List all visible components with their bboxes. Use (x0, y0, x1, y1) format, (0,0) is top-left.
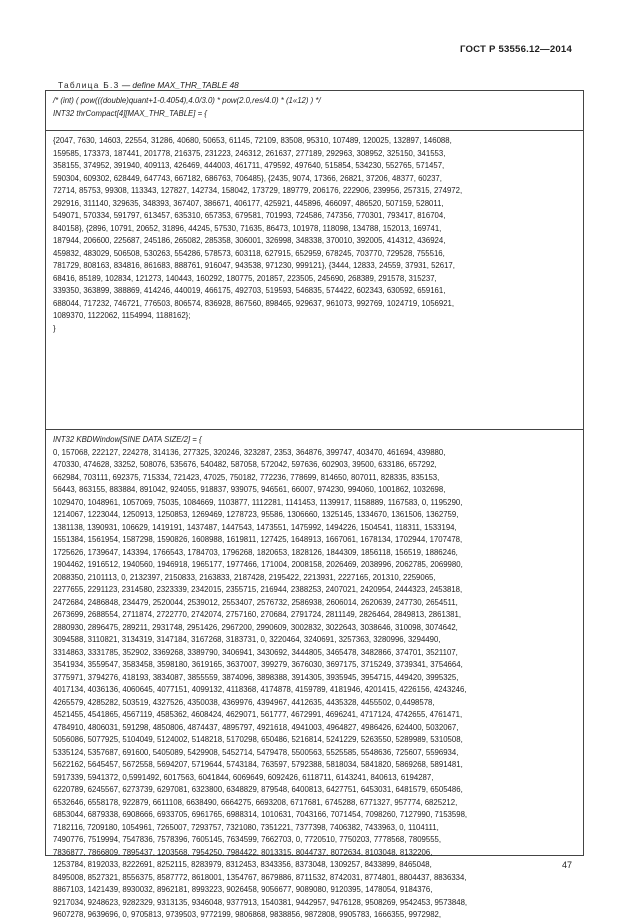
code-line: INT32 thrCompact[4][MAX_THR_TABLE] = { (53, 108, 207, 118)
code-line: 5335124, 5357687, 691600, 5405089, 5429908, 5452714, 5479478, 5500563, 5525585, 5548636, 725607, 5596934, (53, 747, 459, 757)
code-line: 2472684, 2486848, 234479, 2520044, 2539012, 2553407, 2576732, 2586938, 2606014, 2620639, 247730, 2654511, (53, 597, 458, 607)
code-line: 292916, 311140, 329635, 348393, 367407, 386671, 406177, 425921, 445896, 466097, 486520, 507159, 528011, (53, 198, 444, 208)
code-line: 8495008, 8527321, 8556375, 8587772, 8618001, 1354767, 8679886, 8711532, 8742031, 8774801, 8804437, 8836334, (53, 872, 467, 882)
code-line: 5622162, 5645457, 5672558, 5694207, 5719644, 5743184, 763597, 5792388, 5818034, 5841820, 5869268, 5891481, (53, 760, 463, 769)
code-line: 2880930, 2896475, 289211, 2931748, 2951426, 2967200, 2990609, 3002832, 3022643, 3038646, 310098, 3074642, (53, 622, 458, 632)
code-line: 3775971, 3794276, 418193, 3834087, 3855559, 3874096, 3898388, 3914305, 3935945, 3954715, 449420, 3995325, (53, 672, 459, 682)
code-line: 5056086, 5077925, 5104049, 5124002, 5148218, 5170298, 650486, 5216814, 5241229, 5263550, 5289989, 5310508, (53, 735, 463, 744)
code-line: 3094588, 3110821, 3134319, 3147184, 3167268, 3183731, 0, 3220464, 3240691, 3257363, 3280996, 3294490, (53, 635, 441, 644)
code-line: 5917339, 5941372, 0,5991492, 6017563, 6041844, 6069649, 6092426, 6118711, 6143241, 840613, 6194287, (53, 772, 434, 782)
code-line: 4521455, 4541865, 4567119, 4585362, 4608424, 4629071, 561777, 4672991, 4696241, 4717124, 4742655, 4761471, (53, 710, 463, 719)
code-line: 2673699, 2688554, 2711874, 2722770, 2742074, 2757160, 270684, 2791724, 2811149, 2826464, 2849813, 2861381, (53, 610, 461, 619)
code-line: 840158}, {2896, 10791, 20652, 31896, 44245, 57530, 71635, 86473, 101978, 118098, 134788, 152013, 169741, (53, 223, 442, 233)
code-line: 688044, 717232, 746721, 776503, 806574, 836928, 867560, 898465, 929637, 961073, 992769, 1024719, 1056921, (53, 298, 455, 308)
code-line: 4017134, 4036136, 4060645, 4077151, 4099132, 4118368, 4174878, 4159789, 4181946, 4201415, 4226156, 4243246, (53, 685, 467, 694)
code-line: 781729, 808163, 834816, 861683, 888761, 916047, 943538, 971230, 999121}, {3444, 12833, 24559, 37931, 52617, (53, 261, 455, 270)
standard-header: ГОСТ Р 53556.12—2014 (459, 44, 572, 55)
code-line: 4265579, 4285282, 503519, 4327526, 4350038, 4369976, 4394967, 4412635, 4435328, 4455502, 0,4498578, (53, 697, 435, 707)
table-caption-label: Таблица Б.3 (58, 80, 120, 90)
kbd-window-block (46, 430, 583, 919)
code-line: 1381138, 1390931, 106629, 1419191, 1437487, 1447543, 1473551, 1475992, 1494226, 1504541, 118311, 1533194, (53, 522, 457, 532)
code-line: 1253784, 8192033, 8222691, 8252115, 8283979, 8312453, 8343356, 8373048, 1309257, 8433899, 8465048, (53, 860, 432, 869)
code-line: INT32 KBDWindow[SINE DATA SIZE/2] = { (53, 435, 202, 444)
code-line: 1725626, 1739647, 143394, 1766543, 1784703, 1796268, 1820653, 1828126, 1844309, 1856118, 156519, 1886246, (53, 547, 458, 557)
code-line: 6532646, 6558178, 922879, 6611108, 6638490, 6664275, 6693208, 6717681, 6745288, 6771327, 957774, 6825212, (53, 797, 458, 807)
code-line: 6220789, 6245567, 6273739, 6297081, 6323800, 6348829, 879548, 6400813, 6427751, 6453031, 6481579, 6505486, (53, 785, 463, 794)
code-line: 3314863, 3331785, 352902, 3369268, 3389790, 3406941, 3430692, 3444805, 3465478, 3482866, 374701, 3521107, (53, 647, 458, 657)
table-caption-text: — define MAX_THR_TABLE 48 (119, 80, 239, 90)
table-caption (58, 80, 239, 90)
code-line: 2088350, 2101113, 0, 2132397, 2150833, 2163833, 2187428, 2195422, 2213931, 2227165, 201310, 2259065, (53, 572, 436, 582)
code-line: 2277655, 2291123, 2314580, 2323339, 2342015, 2355715, 216944, 2388253, 2407021, 2420954, 2444323, 2453818, (53, 585, 463, 594)
code-line: 662984, 703111, 692375, 715334, 721423, 47025, 750182, 772236, 778699, 814650, 807011, 828335, 835153, (53, 472, 440, 482)
code-line: 1904462, 1916512, 1940560, 1946918, 1965177, 1977466, 171004, 2008158, 2026469, 2038996, 2062785, 2069980, (53, 560, 463, 569)
threshold-values-block (46, 131, 583, 430)
code-table (45, 90, 584, 919)
code-line: 187944, 206600, 225687, 245186, 265082, 285358, 306001, 326998, 348338, 370010, 392005, 414312, 436924, (53, 236, 446, 245)
code-line: 358155, 374952, 391940, 409113, 426469, 444003, 461711, 479592, 497640, 515854, 534230, 552765, 571457, (53, 161, 445, 170)
code-line: 72714, 85753, 99308, 113343, 127827, 142734, 158042, 173729, 189779, 206176, 222906, 239956, 257315, 274972, (53, 186, 463, 195)
code-line: 4784910, 4806031, 591298, 4850806, 4874437, 4895797, 4921618, 4941003, 4964827, 4986426, 624400, 5032067, (53, 722, 459, 732)
code-line: 6853044, 6879338, 6908666, 6933705, 6961765, 6988314, 1010631, 7043166, 7071454, 7098260, 7127990, 7153598, (53, 810, 468, 819)
code-line: 459832, 483029, 506508, 530263, 554286, 578573, 603118, 627915, 652959, 678245, 703770, 729528, 755516, (53, 248, 445, 258)
code-line: 7490776, 7519994, 7547836, 7578396, 7605145, 7634599, 7662703, 0, 7720510, 7750203, 7778568, 7809555, (53, 835, 442, 844)
code-line: 9217034, 9248623, 9282329, 9313135, 9346048, 9377913, 1540381, 9442957, 9476128, 9508269, 9542453, 9573848, (53, 897, 468, 907)
code-line: 1029470, 1048961, 1057069, 75035, 1084669, 1103877, 1112281, 1141453, 1139917, 1158889, 1167583, 0, 1195290, (53, 497, 463, 507)
code-line: 1214067, 1223044, 1250913, 1250853, 1269469, 1278723, 95586, 1306660, 1325145, 1334670, 1361506, 1362759, (53, 510, 459, 519)
code-line: /* (int) ( pow(((double)quant+1-0.4054),4.0/3.0) * pow(2.0,res/4.0) * (1«12) ) */ (53, 96, 321, 105)
code-line: 549071, 570334, 591797, 613457, 635310, 657353, 679581, 701993, 724586, 747356, 770301, 793417, 816704, (53, 211, 446, 220)
code-line: 590304, 609302, 628449, 647743, 667182, 686763, 706485}, {2435, 9074, 17366, 26821, 37206, 48377, 60237, (53, 173, 442, 183)
code-line: 1551384, 1561954, 1587298, 1590826, 1608988, 1619811, 127425, 1648913, 1667061, 1678134, 1702944, 1707478, (53, 535, 463, 544)
code-line: } (53, 323, 56, 333)
code-line: 9607278, 9639696, 0, 9705813, 9739503, 9772199, 9806868, 9838856, 9872808, 9905783, 1666355, 9972982, (53, 910, 442, 919)
page-number: 47 (561, 860, 572, 870)
code-line: 0, 157068, 222127, 224278, 314136, 277325, 320246, 323287, 2353, 364876, 399747, 403470, 461694, 439880, (53, 447, 446, 457)
code-line: 68416, 85189, 102834, 121273, 140443, 160292, 180775, 201857, 223505, 245690, 268389, 291578, 315237, (53, 273, 437, 283)
code-line: 339350, 363899, 388869, 414246, 440019, 466175, 492703, 519593, 546835, 574422, 602343, 630592, 659161, (53, 286, 446, 295)
code-line: 7182116, 7209180, 1054961, 7265007, 7293757, 7321080, 7351221, 7377398, 7406382, 7433963, 0, 1104111, (53, 822, 439, 832)
code-line: 8867103, 1421439, 8930032, 8962181, 8993223, 9026458, 9056677, 9089080, 9120395, 1478054, 9184376, (53, 885, 433, 894)
code-line: 3541934, 3559547, 3583458, 3598180, 3619165, 3637007, 399279, 3676030, 3697175, 3715249, 3739341, 3754664, (53, 660, 463, 669)
code-line: 470330, 474628, 33252, 508076, 535676, 540482, 587058, 572042, 597636, 602903, 39500, 633186, 657292, (53, 460, 437, 469)
code-line: 1089370, 1122062, 1154994, 1188162}; (53, 311, 191, 320)
code-line: 7836877, 7866809, 7895437, 1203568, 7954250, 7984422, 8013315, 8044737, 8072634, 8103048, 8132206, (53, 847, 433, 857)
code-line: 56443, 863155, 883884, 891042, 924055, 918837, 939075, 946561, 66007, 974230, 994060, 1001862, 1032698, (53, 485, 446, 494)
threshold-comment-block (46, 91, 583, 131)
code-line: {2047, 7630, 14603, 22554, 31286, 40680, 50653, 61145, 72109, 83508, 95310, 107489, 120025, 132897, 146088, (53, 136, 452, 145)
code-line: 159585, 173373, 187441, 201778, 216375, 231223, 246312, 261637, 277189, 292963, 308952, 325150, 341553, (53, 148, 446, 158)
